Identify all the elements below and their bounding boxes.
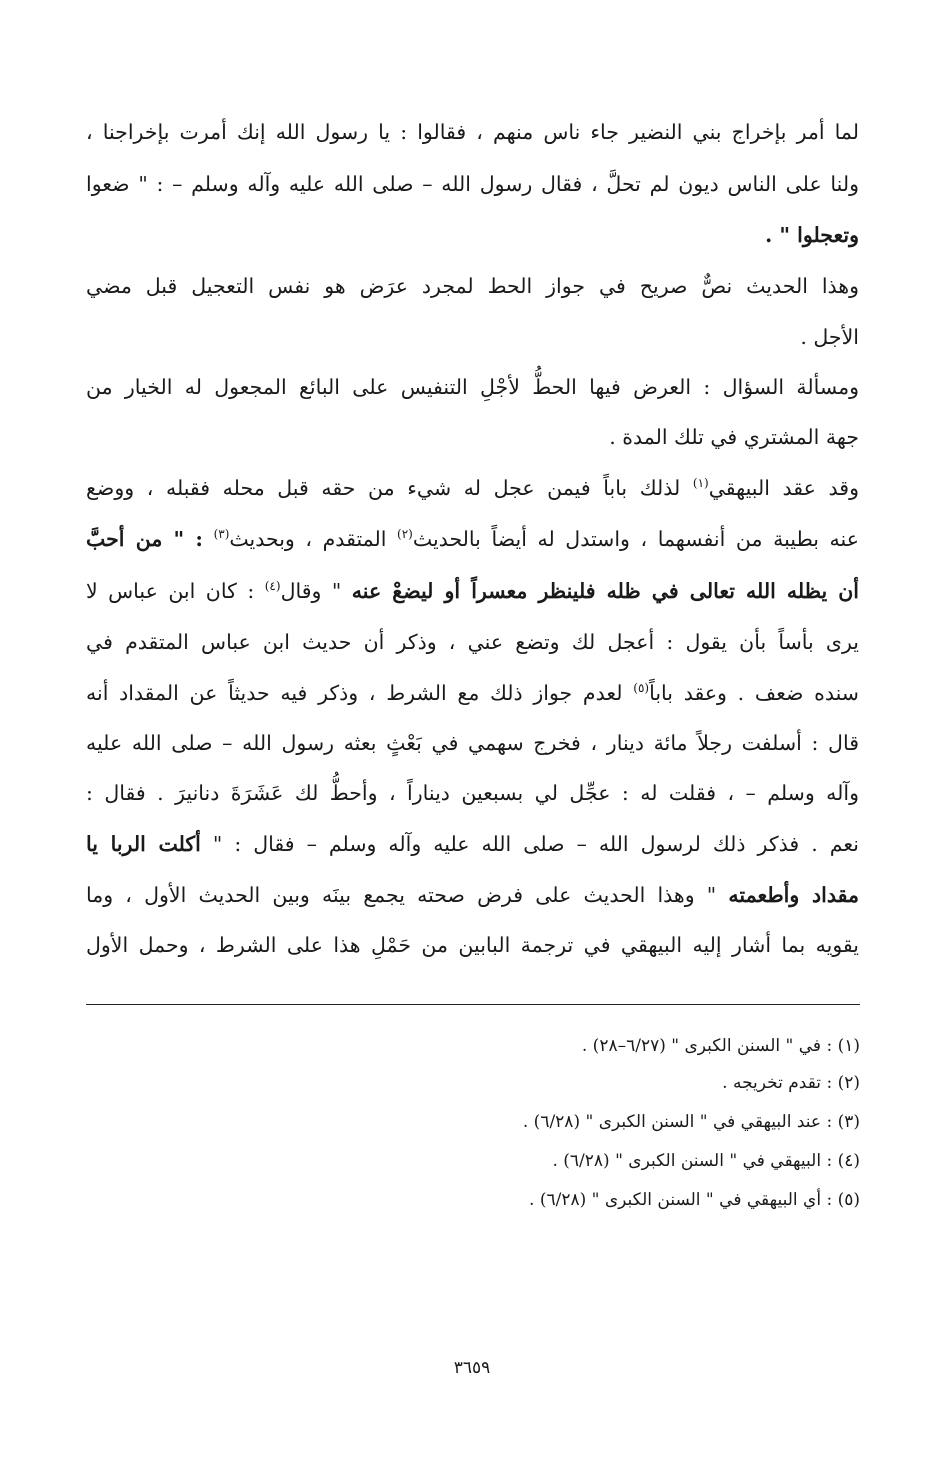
footnote: (٤) : البيهقي في " السنن الكبرى " (٦/٢٨) . bbox=[552, 1151, 860, 1171]
text-line: وتعجلوا " . bbox=[765, 223, 859, 247]
text-line bbox=[86, 475, 859, 503]
text-line: يرى بأساً بأن يقول : أعجل لك وتضع عني ، وذكر أن حديث ابن عباس المتقدم في bbox=[86, 630, 859, 654]
page-number: ٣٦٥٩ bbox=[453, 1358, 491, 1378]
text-line: قال : أسلفت رجلاً مائة دينار ، فخرج سهمي في بَعْثٍ بعثه رسول الله – صلى الله عليه bbox=[86, 731, 859, 755]
text-span: وقد عقد البيهقي bbox=[708, 476, 859, 500]
text-line bbox=[86, 680, 859, 708]
hadith-quote: مقداد وأطعمته bbox=[728, 883, 859, 907]
text-line: وهذا الحديث نصٌّ صريح في جواز الحط لمجرد عرَض هو نفس التعجيل قبل مضي bbox=[86, 274, 859, 298]
hadith-quote: أن يظله الله تعالى في ظله فلينظر معسراً أو ليضعْ عنه bbox=[351, 579, 860, 603]
text-line: ومسألة السؤال : العرض فيها الحطُّ لأجْلِ التنفيس على البائع المجعول له الخيار من bbox=[86, 375, 859, 399]
text-line: جهة المشتري في تلك المدة . bbox=[609, 425, 859, 449]
footnote-ref: (٢) bbox=[397, 527, 413, 542]
hadith-quote: : " من أحبَّ bbox=[86, 527, 203, 551]
footnote: (٣) : عند البيهقي في " السنن الكبرى " (٦/٢٨) . bbox=[522, 1112, 860, 1132]
text-span: " وهذا الحديث على فرض صحته يجمع بينَه وبين الحديث الأول ، وما bbox=[86, 883, 717, 907]
footnote-divider bbox=[86, 1004, 860, 1005]
text-line bbox=[86, 171, 859, 199]
text-span: نعم . فذكر ذلك لرسول الله – صلى الله عليه وآله وسلم – فقال : " bbox=[212, 832, 859, 856]
text-span: عنه بطيبة من أنفسهما ، واستدل له أيضاً بالحديث bbox=[412, 527, 859, 551]
footnote: (٥) : أي البيهقي في " السنن الكبرى " (٦/٢٨) . bbox=[529, 1190, 860, 1210]
text-span: ولنا على الناس ديون لم تحلَّ ، فقال رسول الله – صلى الله عليه وآله وسلم – : " ضعوا bbox=[86, 172, 859, 196]
text-line bbox=[86, 831, 859, 859]
text-line bbox=[86, 578, 859, 606]
text-line: لما أمر بإخراج بني النضير جاء ناس منهم ، فقالوا : يا رسول الله إنك أمرت بإخراجنا ، bbox=[86, 120, 859, 144]
footnote-ref: (٤) bbox=[264, 579, 281, 594]
footnote: (٢) : تقدم تخريجه . bbox=[722, 1073, 860, 1093]
text-line: يقويه بما أشار إليه البيهقي في ترجمة البابين من حَمْلِ هذا على الشرط ، وحمل الأول bbox=[86, 933, 859, 957]
footnote-ref: (٣) bbox=[213, 527, 230, 542]
text-line bbox=[86, 882, 859, 910]
text-span: المتقدم ، وبحديث bbox=[229, 527, 387, 551]
footnote: (١) : في " السنن الكبرى " (٦/٢٧–٢٨) . bbox=[581, 1036, 860, 1056]
text-span: : كان ابن عباس لا bbox=[86, 579, 255, 603]
text-span: سنده ضعف . وعقد باباً bbox=[649, 681, 859, 705]
text-line: الأجل . bbox=[800, 325, 859, 349]
text-line: وآله وسلم – ، فقلت له : عجِّل لي بسبعين ديناراً ، وأحطُّ لك عَشَرَةَ دنانيرَ . فقال : bbox=[86, 781, 859, 805]
text-span: لذلك باباً فيمن عجل له شيء من حقه قبل محله فقبله ، ووضع bbox=[86, 476, 681, 500]
text-line bbox=[86, 526, 859, 554]
text-span: لعدم جواز ذلك مع الشرط ، وذكر فيه حديثاً عن المقداد أنه bbox=[86, 681, 623, 705]
text-span: " وقال bbox=[280, 579, 342, 603]
footnote-ref: (٥) bbox=[633, 681, 650, 696]
hadith-quote: أكلت الربا يا bbox=[86, 832, 201, 856]
footnote-ref: (١) bbox=[692, 476, 709, 491]
